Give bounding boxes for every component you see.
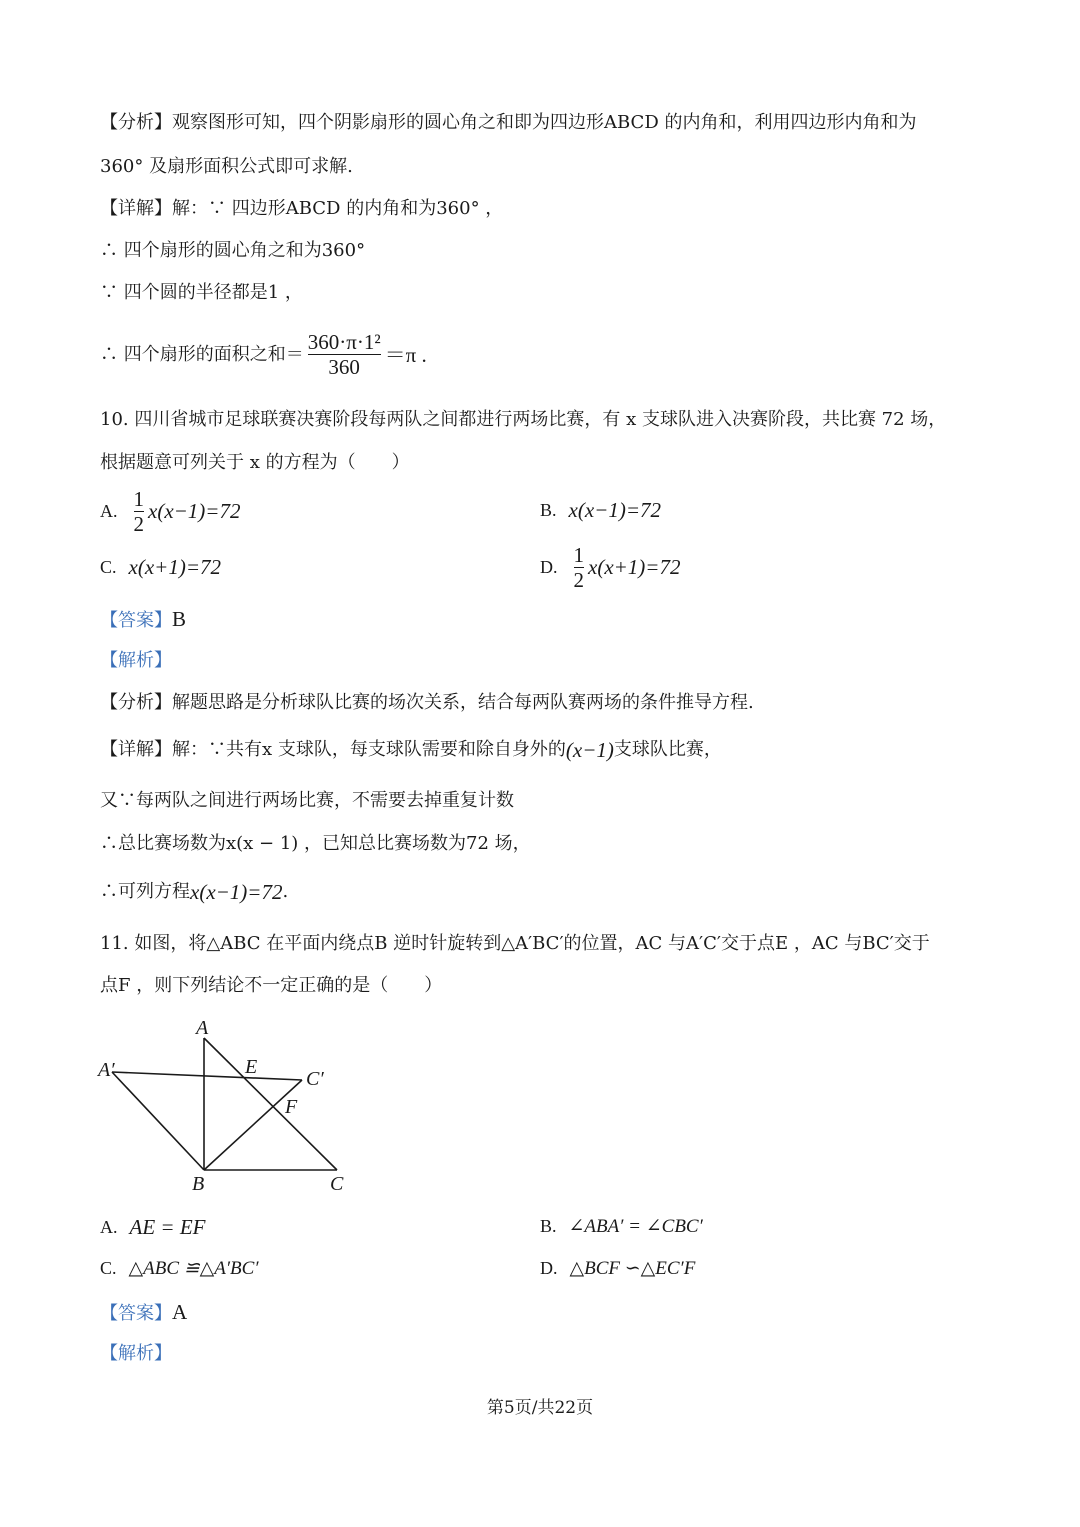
q10-jiexi: 【解析】 — [100, 650, 172, 671]
q11-option-c — [100, 1257, 259, 1280]
q10-option-a — [100, 487, 240, 536]
q10-option-a-fraction — [134, 487, 145, 536]
q10-step3 — [100, 880, 288, 904]
q10-step3-expr: x(x−1)=72 — [190, 880, 283, 904]
segment-AC — [204, 1038, 337, 1170]
label-A-prime: A′ — [98, 1059, 115, 1081]
q10-step3-suffix: . — [282, 881, 289, 902]
q10-answer — [100, 607, 186, 633]
answer-value: B — [172, 607, 187, 631]
label-C-prime: C′ — [306, 1068, 324, 1090]
q10-option-d-fraction — [574, 543, 585, 592]
q11-option-b-expr: ∠ABA′ = ∠CBC′ — [568, 1216, 703, 1237]
answer-tag: 【答案】 — [100, 1303, 172, 1324]
answer-tag: 【答案】 — [100, 610, 172, 631]
segment-A1B — [112, 1072, 204, 1170]
q10-option-d-label: D. — [540, 557, 558, 578]
frac-numerator: 1 — [573, 543, 584, 567]
q9-frac-numerator: 360·π·1² — [307, 330, 381, 354]
q11-answer — [100, 1300, 187, 1326]
q10-step2: ∴总比赛场数为x(x − 1) ，已知总比赛场数为72 场， — [100, 833, 531, 854]
q10-stem-cont: 根据题意可列关于 x 的方程为（ ） — [100, 452, 410, 473]
frac-denominator: 2 — [133, 512, 144, 537]
q11-stem: 11. 如图，将△ABC 在平面内绕点B 逆时针旋转到△A′BC′的位置，AC 与A′C′交于点E ，AC 与BC′交于 — [100, 933, 930, 954]
segment-A1C1 — [112, 1072, 302, 1080]
label-E: E — [245, 1056, 258, 1078]
q10-step1: 又∵每两队之间进行两场比赛，不需要去掉重复计数 — [100, 790, 514, 811]
label-C: C — [330, 1173, 344, 1195]
q10-option-b-label: B. — [540, 500, 557, 520]
q9-step3-suffix: ＝π . — [384, 342, 427, 367]
label-A: A — [196, 1017, 209, 1039]
label-B: B — [192, 1173, 205, 1195]
q9-analysis: 【分析】观察图形可知，四个阴影扇形的圆心角之和即为四边形ABCD 的内角和，利用四边形内角和为 — [100, 112, 917, 133]
q11-jiexi: 【解析】 — [100, 1343, 172, 1364]
q10-option-c — [100, 555, 221, 580]
q10-option-b — [540, 498, 661, 523]
q11-option-d — [540, 1257, 695, 1280]
q11-option-a — [100, 1215, 205, 1240]
q10-analysis: 【分析】解题思路是分析球队比赛的场次关系，结合每两队赛两场的条件推导方程. — [100, 692, 754, 713]
q9-area-fraction — [308, 330, 381, 379]
q11-option-a-expr: AE = EF — [129, 1215, 206, 1239]
q9-step2: ∵ 四个圆的半径都是1 ， — [100, 282, 303, 303]
q10-detail-text-end: 支球队比赛， — [613, 739, 722, 760]
q10-option-a-label: A. — [100, 501, 118, 522]
q11-option-c-label: C. — [100, 1258, 117, 1278]
q11-option-b — [540, 1215, 703, 1238]
answer-value: A — [172, 1300, 188, 1324]
q10-detail-text: 【详解】解：∵共有x 支球队，每支球队需要和除自身外的 — [100, 739, 566, 760]
frac-numerator: 1 — [133, 487, 144, 511]
q11-option-c-expr: △ABC ≌△A′BC′ — [128, 1258, 259, 1279]
q9-step1: ∴ 四个扇形的圆心角之和为360° — [100, 240, 366, 261]
q11-option-b-label: B. — [540, 1216, 557, 1236]
page-footer: 第5页/共22页 — [486, 1398, 594, 1418]
frac-denominator: 2 — [573, 568, 584, 593]
q10-option-a-expr: x(x−1)=72 — [148, 499, 241, 524]
q10-step3-prefix: ∴可列方程 — [100, 881, 190, 902]
label-F: F — [285, 1096, 298, 1118]
q9-step3-prefix: ∴ 四个扇形的面积之和＝ — [100, 343, 304, 365]
q11-option-d-label: D. — [540, 1258, 558, 1278]
q10-option-d — [540, 543, 680, 592]
q9-frac-denominator: 360 — [328, 355, 360, 380]
q10-option-c-expr: x(x+1)=72 — [128, 555, 221, 579]
q10-detail-expr: (x−1) — [565, 738, 614, 762]
q9-step3 — [100, 330, 427, 379]
q10-stem: 10. 四川省城市足球联赛决赛阶段每两队之间都进行两场比赛，有 x 支球队进入决赛阶段，共比赛 72 场， — [100, 409, 947, 430]
q9-analysis-cont: 360° 及扇形面积公式即可求解. — [100, 156, 353, 177]
q10-option-b-expr: x(x−1)=72 — [568, 498, 661, 522]
segment-BC1 — [204, 1080, 302, 1170]
rotation-figure — [90, 1010, 370, 1195]
q11-option-a-label: A. — [100, 1217, 118, 1237]
q10-option-c-label: C. — [100, 557, 117, 577]
q11-stem-cont: 点F ，则下列结论不一定正确的是（ ） — [100, 975, 443, 996]
q11-option-d-expr: △BCF ∽△EC′F — [569, 1258, 696, 1279]
q9-detail: 【详解】解：∵ 四边形ABCD 的内角和为360° ， — [100, 198, 504, 219]
q10-detail — [100, 738, 722, 762]
q10-option-d-expr: x(x+1)=72 — [588, 555, 681, 580]
